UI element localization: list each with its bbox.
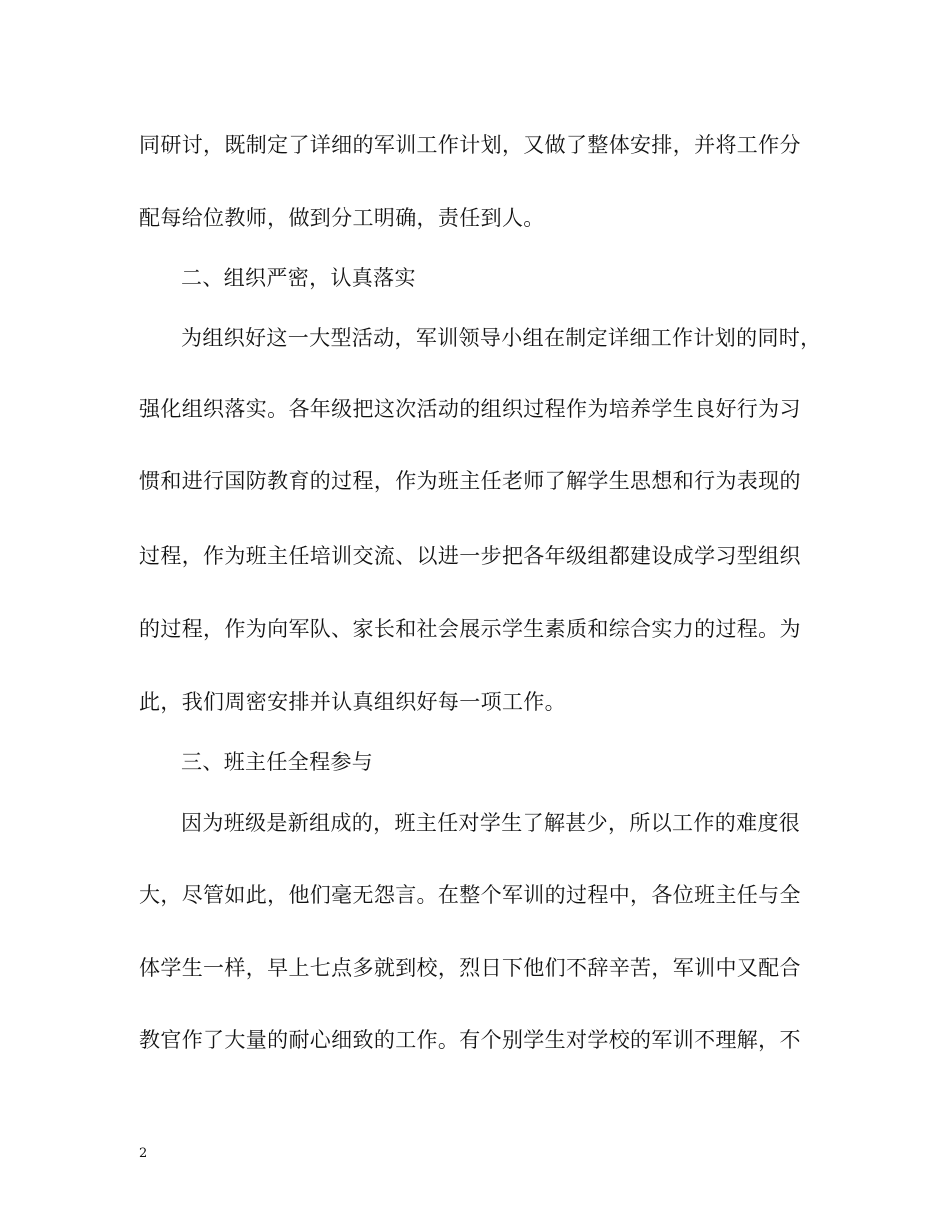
body-text-line: 过程，作为班主任培训交流、以进一步把各年级组都建设成学习型组织 (139, 544, 801, 568)
body-text-line: 的过程，作为向军队、家长和社会展示学生素质和综合实力的过程。为 (139, 617, 801, 641)
body-text-line: 惯和进行国防教育的过程，作为班主任老师了解学生思想和行为表现的 (139, 469, 801, 493)
body-text-line: 同研讨，既制定了详细的军训工作计划，又做了整体安排，并将工作分 (139, 133, 801, 157)
body-text-line: 体学生一样，早上七点多就到校，烈日下他们不辞辛苦，军训中又配合 (139, 956, 801, 980)
body-text-line: 强化组织落实。各年级把这次活动的组织过程作为培养学生良好行为习 (139, 397, 801, 421)
page-number: 2 (139, 1146, 148, 1161)
body-text-line: 大，尽管如此，他们毫无怨言。在整个军训的过程中，各位班主任与全 (139, 883, 801, 907)
body-text-line: 教官作了大量的耐心细致的工作。有个别学生对学校的军训不理解，不 (139, 1028, 801, 1052)
body-text-line: 此，我们周密安排并认真组织好每一项工作。 (139, 690, 566, 714)
body-text-line: 配每给位教师，做到分工明确，责任到人。 (139, 206, 545, 230)
body-text-line: 为组织好这一大型活动，军训领导小组在制定详细工作计划的同时， (181, 326, 822, 350)
body-text-line: 因为班级是新组成的，班主任对学生了解甚少，所以工作的难度很 (181, 811, 801, 835)
section-heading: 三、班主任全程参与 (181, 750, 374, 774)
section-heading: 二、组织严密，认真落实 (181, 266, 416, 290)
